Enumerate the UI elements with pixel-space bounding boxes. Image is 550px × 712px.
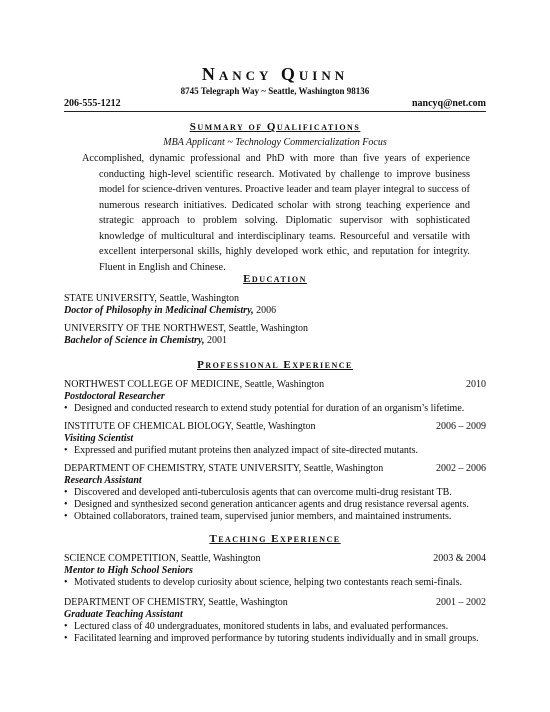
bullet-icon: •	[64, 621, 68, 632]
teach-date: 2003 & 2004	[433, 553, 486, 564]
teach-bullet	[64, 621, 486, 633]
phone: 206-555-1212	[64, 98, 121, 109]
degree-year: 2001	[204, 335, 227, 346]
education-degree-2	[64, 335, 486, 347]
candidate-name: Nancy Quinn	[201, 64, 349, 84]
bullet-icon: •	[64, 403, 68, 414]
job-bullet	[64, 445, 486, 457]
teach-date: 2001 – 2002	[436, 597, 486, 608]
bullet-text: Lectured class of 40 undergraduates, monitored students in labs, and evaluated performances.	[74, 621, 449, 632]
bullet-icon: •	[64, 487, 68, 498]
bullet-text: Motivated students to develop curiosity about science, helping two contestants reach semi-finals.	[74, 577, 462, 588]
teach-org	[64, 597, 486, 609]
summary-subtitle: MBA Applicant ~ Technology Commercialization Focus	[163, 137, 387, 148]
degree-name: Doctor of Philosophy in Medicinal Chemistry,	[64, 305, 254, 316]
teach-bullet	[64, 577, 486, 589]
job-org	[64, 421, 486, 433]
summary-text: Accomplished, dynamic professional and PhD with more than five years of experience conducting high-level scientific research. Motivated by challenge to improve business model for science-driven ventures. Proactive leader and team player integral to success of numerous research initiatives. Dedicated scholar with strong teaching experience and strategic approach to problem solving. Diplomatic supervisor with sophisticated knowledge of multicultural and interdisciplinary teams. Resourceful and versatile with excellent interpersonal skills, highly developed work ethic, and reputation for integrity. Fluent in English and Chinese.	[82, 153, 470, 273]
job-date: 2010	[466, 379, 486, 390]
org-name: INSTITUTE OF CHEMICAL BIOLOGY, Seattle, Washington	[64, 421, 316, 432]
bullet-text: Obtained collaborators, trained team, supervised junior members, and maintained instruments.	[74, 511, 452, 522]
job-bullet	[64, 403, 486, 415]
job-org	[64, 379, 486, 391]
bullet-text: Facilitated learning and improved performance by tutoring students individually and in small groups.	[74, 633, 479, 644]
address: 8745 Telegraph Way ~ Seattle, Washington 98136	[180, 86, 370, 96]
job-bullet	[64, 511, 486, 523]
education-heading: Education	[243, 273, 307, 285]
bullet-icon: •	[64, 633, 68, 644]
professional-heading: Professional Experience	[197, 359, 353, 371]
job-bullet	[64, 487, 486, 499]
job-role: Postdoctoral Researcher	[64, 391, 165, 402]
job-bullet	[64, 499, 486, 511]
summary-heading: Summary of Qualifications	[189, 121, 361, 133]
bullet-icon: •	[64, 511, 68, 522]
degree-year: 2006	[253, 305, 277, 316]
education-degree-1	[64, 305, 486, 317]
bullet-text: Designed and synthesized second generation anticancer agents and drug resistance reversal agents.	[74, 499, 469, 510]
job-org	[64, 463, 486, 475]
teach-org	[64, 553, 486, 565]
job-date: 2002 – 2006	[436, 463, 486, 474]
org-name: NORTHWEST COLLEGE OF MEDICINE, Seattle, Washington	[64, 379, 325, 390]
job-date: 2006 – 2009	[436, 421, 486, 432]
bullet-text: Discovered and developed anti-tuberculosis agents that can overcome multi-drug resistant TB.	[74, 487, 452, 498]
bullet-icon: •	[64, 577, 68, 588]
contact-row	[64, 98, 486, 112]
education-school-2: UNIVERSITY OF THE NORTHWEST, Seattle, Washington	[64, 323, 309, 334]
org-name: SCIENCE COMPETITION, Seattle, Washington	[64, 553, 261, 564]
teach-role: Graduate Teaching Assistant	[64, 609, 183, 620]
bullet-text: Designed and conducted research to extend study potential for duration of an organism’s lifetime.	[74, 403, 465, 414]
teach-bullet	[64, 633, 486, 645]
bullet-text: Expressed and purified mutant proteins then analyzed impact of site-directed mutants.	[74, 445, 419, 456]
teach-role: Mentor to High School Seniors	[64, 565, 193, 576]
bullet-icon: •	[64, 445, 68, 456]
org-name: DEPARTMENT OF CHEMISTRY, STATE UNIVERSITY, Seattle, Washington	[64, 463, 384, 474]
job-role: Research Assistant	[64, 475, 142, 486]
teaching-heading: Teaching Experience	[209, 533, 341, 545]
job-role: Visiting Scientist	[64, 433, 134, 444]
email: nancyq@net.com	[411, 98, 486, 109]
bullet-icon: •	[64, 499, 68, 510]
org-name: DEPARTMENT OF CHEMISTRY, Seattle, Washington	[64, 597, 288, 608]
education-school-1: STATE UNIVERSITY, Seattle, Washington	[64, 293, 239, 304]
degree-name: Bachelor of Science in Chemistry,	[64, 335, 205, 346]
